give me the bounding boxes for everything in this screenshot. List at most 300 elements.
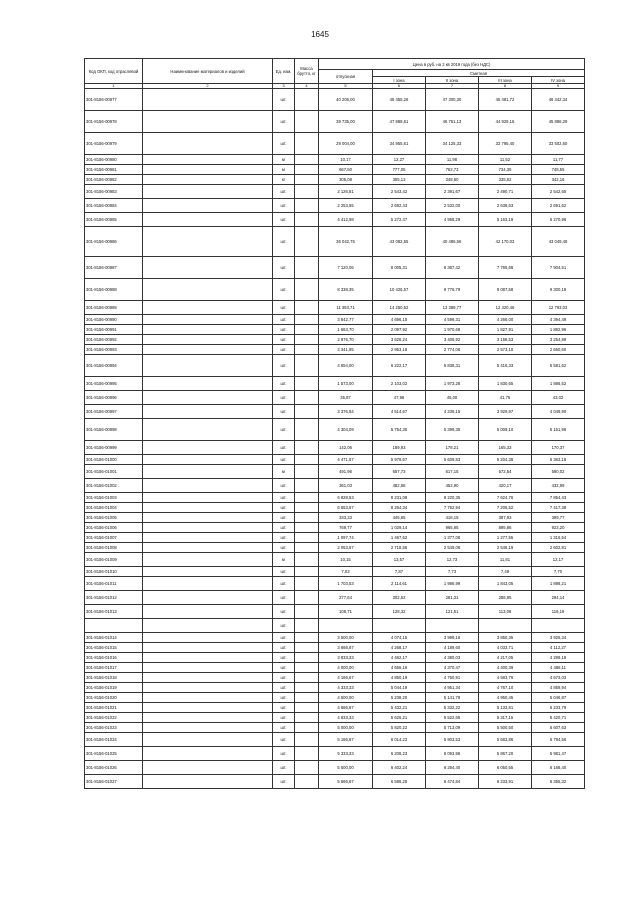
row-zone-1-price: 6 208,23 <box>373 747 426 761</box>
row-release-price: 3 376,84 <box>319 405 373 419</box>
row-gross-mass <box>295 227 319 257</box>
row-zone-2-price: 8 220,35 <box>426 493 479 503</box>
row-zone-1-price: 8 264,34 <box>373 503 426 513</box>
row-gross-mass <box>295 257 319 279</box>
row-name <box>143 633 273 643</box>
row-zone-2-price: 4 760,91 <box>426 673 479 683</box>
row-zone-1-price: 47 888,61 <box>373 111 426 133</box>
row-gross-mass <box>295 479 319 493</box>
row-zone-3-price: 1 277,55 <box>479 533 532 543</box>
row-zone-1-price: 657,73 <box>373 465 426 479</box>
row-zone-4-price: 9 300,18 <box>532 279 585 301</box>
row-unit: шт. <box>273 441 295 455</box>
row-name <box>143 703 273 713</box>
row-code: 301-8156-00995 <box>85 377 143 391</box>
row-release-price: 7 120,06 <box>319 257 373 279</box>
row-zone-3-price: 4 767,10 <box>479 683 532 693</box>
row-unit: шт. <box>273 513 295 523</box>
row-unit: шт. <box>273 723 295 733</box>
row-release-price: 40 206,00 <box>319 89 373 111</box>
row-release-price: 4 166,67 <box>319 673 373 683</box>
row-zone-4-price: 5 046,87 <box>532 693 585 703</box>
row-unit: шт. <box>273 605 295 619</box>
table-row <box>85 605 585 619</box>
row-name <box>143 315 273 325</box>
table-row <box>85 643 585 653</box>
row-zone-2-price: 5 838,31 <box>426 355 479 377</box>
row-zone-1-price: 1 029,14 <box>373 523 426 533</box>
table-row <box>85 279 585 301</box>
row-zone-3-price: 165,33 <box>479 441 532 455</box>
row-zone-4-price: 4 049,90 <box>532 405 585 419</box>
row-unit: шт. <box>273 405 295 419</box>
table-row <box>85 335 585 345</box>
table-row <box>85 155 585 165</box>
row-zone-4-price: 4 859,94 <box>532 683 585 693</box>
row-zone-1-price: 3 626,24 <box>373 335 426 345</box>
row-release-price: 4 666,67 <box>319 703 373 713</box>
row-zone-4-price: 5 363,18 <box>532 455 585 465</box>
row-name <box>143 155 273 165</box>
row-code: 301-8156-00985 <box>85 213 143 227</box>
row-zone-2-price: 5 141,78 <box>426 693 479 703</box>
row-zone-3-price: 2 573,10 <box>479 345 532 355</box>
row-code: 301-8156-01007 <box>85 533 143 543</box>
table-row <box>85 577 585 591</box>
row-code: 301-8156-01001 <box>85 465 143 479</box>
row-release-price: 769,77 <box>319 523 373 533</box>
row-zone-3-price: 1 830,65 <box>479 377 532 391</box>
row-unit: шт. <box>273 335 295 345</box>
table-row <box>85 703 585 713</box>
row-gross-mass <box>295 465 319 479</box>
table-row <box>85 391 585 405</box>
row-zone-4-price: 6 355,32 <box>532 775 585 789</box>
row-zone-4-price: 2 650,60 <box>532 345 585 355</box>
row-zone-2-price: 34 125,33 <box>426 133 479 155</box>
table-row <box>85 503 585 513</box>
row-gross-mass <box>295 553 319 567</box>
row-gross-mass <box>295 633 319 643</box>
row-zone-2-price: 6 474,84 <box>426 775 479 789</box>
row-zone-3-price: 734,35 <box>479 165 532 175</box>
row-zone-3-price: 11,52 <box>479 155 532 165</box>
row-zone-1-price: 12,27 <box>373 155 426 165</box>
row-release-price: 7,03 <box>319 567 373 577</box>
row-zone-2-price: 452,90 <box>426 479 479 493</box>
row-code: 301-8156-00997 <box>85 405 143 419</box>
row-zone-1-price: 4 462,17 <box>373 653 426 663</box>
row-zone-1-price: 4 514,67 <box>373 405 426 419</box>
row-code: 301-8156-00978 <box>85 111 143 133</box>
row-release-price: 10,17 <box>319 155 373 165</box>
row-zone-2-price: 3 406,92 <box>426 335 479 345</box>
row-zone-4-price: 5 233,79 <box>532 703 585 713</box>
row-name <box>143 713 273 723</box>
table-row <box>85 653 585 663</box>
row-zone-2-price: 1 970,68 <box>426 325 479 335</box>
row-gross-mass <box>295 513 319 523</box>
row-name <box>143 503 273 513</box>
row-code: 301-8156-01000 <box>85 455 143 465</box>
header-estimate-price: Сметная <box>373 70 585 77</box>
row-unit: шт. <box>273 663 295 673</box>
row-zone-3-price: 572,54 <box>479 465 532 479</box>
row-zone-1-price: 1 467,62 <box>373 533 426 543</box>
row-zone-3-price: 7 624,76 <box>479 493 532 503</box>
row-release-price: 35,87 <box>319 391 373 405</box>
row-name <box>143 761 273 775</box>
row-name <box>143 653 273 663</box>
row-zone-2-price: 9 776,79 <box>426 279 479 301</box>
row-zone-1-price: 6 402,24 <box>373 761 426 775</box>
row-gross-mass <box>295 761 319 775</box>
row-zone-3-price: 335,62 <box>479 175 532 185</box>
row-zone-1-price: 8 005,31 <box>373 257 426 279</box>
row-zone-1-price: 2 543,42 <box>373 185 426 199</box>
row-gross-mass <box>295 391 319 405</box>
row-name <box>143 605 273 619</box>
row-unit: м <box>273 465 295 479</box>
row-release-price: 2 126,81 <box>319 185 373 199</box>
row-zone-4-price: 4 299,18 <box>532 653 585 663</box>
row-release-price: 142,06 <box>319 441 373 455</box>
row-zone-2-price: 6 284,40 <box>426 761 479 775</box>
row-gross-mass <box>295 325 319 335</box>
row-gross-mass <box>295 653 319 663</box>
row-zone-4-price: 399,77 <box>532 513 585 523</box>
row-code: 301-8156-00994 <box>85 355 143 377</box>
row-name <box>143 355 273 377</box>
price-table <box>84 58 585 789</box>
header-zone-2: II зона <box>426 77 479 84</box>
row-zone-2-price <box>426 619 479 633</box>
row-zone-3-price: 32 795,40 <box>479 133 532 155</box>
row-code: 301-8156-00986 <box>85 227 143 257</box>
table-row <box>85 227 585 257</box>
row-zone-1-price: 2 953,18 <box>373 345 426 355</box>
row-release-price: 5 333,33 <box>319 747 373 761</box>
row-zone-3-price: 288,95 <box>479 591 532 605</box>
table-row <box>85 199 585 213</box>
row-zone-4-price: 43 049,48 <box>532 227 585 257</box>
row-code: 301-8156-01025 <box>85 747 143 761</box>
row-zone-2-price: 4 380,03 <box>426 653 479 663</box>
row-code: 301-8156-00983 <box>85 185 143 199</box>
row-name <box>143 643 273 653</box>
row-code: 301-8156-00980 <box>85 155 143 165</box>
row-release-price: 6 653,67 <box>319 503 373 513</box>
row-name <box>143 523 273 533</box>
row-unit: шт. <box>273 577 295 591</box>
row-zone-3-price: 2 638,63 <box>479 199 532 213</box>
row-unit: шт. <box>273 543 295 553</box>
row-name <box>143 335 273 345</box>
row-zone-3-price: 2 546,19 <box>479 543 532 553</box>
row-unit: шт. <box>273 775 295 789</box>
row-zone-4-price: 5 270,96 <box>532 213 585 227</box>
row-zone-4-price: 6 168,40 <box>532 761 585 775</box>
row-unit: шт. <box>273 345 295 355</box>
row-code: 301-8156-00999 <box>85 441 143 455</box>
row-zone-2-price: 46 751,13 <box>426 111 479 133</box>
row-zone-3-price: 387,93 <box>479 513 532 523</box>
row-release-price: 108,71 <box>319 605 373 619</box>
row-zone-2-price: 762,73 <box>426 165 479 175</box>
row-release-price: 6 828,53 <box>319 493 373 503</box>
col-number: 7 <box>426 84 479 89</box>
row-release-price: 2 876,70 <box>319 335 373 345</box>
row-zone-1-price: 4 696,15 <box>373 315 426 325</box>
row-name <box>143 279 273 301</box>
row-release-price: 1 097,74 <box>319 533 373 543</box>
table-row <box>85 713 585 723</box>
row-name <box>143 591 273 605</box>
row-gross-mass <box>295 213 319 227</box>
row-gross-mass <box>295 493 319 503</box>
row-code: 301-8156-00989 <box>85 301 143 315</box>
row-zone-2-price: 2 391,67 <box>426 185 479 199</box>
table-row <box>85 733 585 747</box>
table-row <box>85 533 585 543</box>
row-gross-mass <box>295 345 319 355</box>
row-zone-3-price: 4 033,71 <box>479 643 532 653</box>
row-zone-2-price: 4 189,60 <box>426 643 479 653</box>
row-zone-2-price: 1 377,08 <box>426 533 479 543</box>
row-unit: шт. <box>273 761 295 775</box>
row-zone-1-price: 5 238,20 <box>373 693 426 703</box>
row-unit: шт. <box>273 89 295 111</box>
row-release-price: 39 735,00 <box>319 111 373 133</box>
row-zone-4-price: 5 161,96 <box>532 419 585 441</box>
row-unit: шт. <box>273 653 295 663</box>
row-unit: м <box>273 553 295 567</box>
table-header <box>85 59 585 89</box>
row-zone-4-price: 5 607,63 <box>532 723 585 733</box>
row-zone-1-price: 13,57 <box>373 553 426 567</box>
table-row <box>85 619 585 633</box>
row-zone-1-price: 2 103,02 <box>373 377 426 391</box>
row-zone-4-price: 2 602,81 <box>532 543 585 553</box>
row-gross-mass <box>295 713 319 723</box>
row-zone-4-price: 590,02 <box>532 465 585 479</box>
row-zone-3-price: 3 158,53 <box>479 335 532 345</box>
row-zone-1-price <box>373 619 426 633</box>
row-zone-3-price: 11,81 <box>479 553 532 567</box>
row-code: 301-8156-01019 <box>85 683 143 693</box>
row-name <box>143 89 273 111</box>
row-zone-3-price: 5 416,33 <box>479 355 532 377</box>
row-unit: шт. <box>273 391 295 405</box>
row-zone-2-price: 5 903,53 <box>426 733 479 747</box>
row-zone-3-price: 420,17 <box>479 479 532 493</box>
row-zone-1-price: 4 656,16 <box>373 663 426 673</box>
row-release-price: 667,50 <box>319 165 373 175</box>
row-zone-2-price: 1 986,99 <box>426 577 479 591</box>
row-zone-2-price: 4 370,47 <box>426 663 479 673</box>
row-zone-1-price: 5 272,47 <box>373 213 426 227</box>
row-code: 301-8156-01027 <box>85 775 143 789</box>
row-zone-3-price: 5 317,15 <box>479 713 532 723</box>
row-unit: шт. <box>273 111 295 133</box>
row-gross-mass <box>295 577 319 591</box>
row-gross-mass <box>295 619 319 633</box>
row-unit: шт. <box>273 493 295 503</box>
row-release-price: 3 842,77 <box>319 315 373 325</box>
row-code: 301-8156-01023 <box>85 723 143 733</box>
table-row <box>85 405 585 419</box>
row-code: 301-8156-00993 <box>85 345 143 355</box>
row-release-price: 5 166,67 <box>319 733 373 747</box>
table-row <box>85 111 585 133</box>
row-gross-mass <box>295 775 319 789</box>
row-release-price: 10,15 <box>319 553 373 567</box>
row-zone-4-price: 170,37 <box>532 441 585 455</box>
row-zone-4-price: 3 925,34 <box>532 633 585 643</box>
row-zone-2-price: 8 367,42 <box>426 257 479 279</box>
row-code: 301-8156-00996 <box>85 391 143 405</box>
row-gross-mass <box>295 605 319 619</box>
row-unit: шт. <box>273 643 295 653</box>
row-zone-4-price: 2 691,62 <box>532 199 585 213</box>
row-zone-3-price: 12 420,46 <box>479 301 532 315</box>
row-name <box>143 405 273 419</box>
row-release-price: 4 654,00 <box>319 355 373 377</box>
row-name <box>143 619 273 633</box>
row-zone-2-price: 2 532,00 <box>426 199 479 213</box>
table-row <box>85 185 585 199</box>
row-zone-1-price: 4 850,19 <box>373 673 426 683</box>
row-unit: шт. <box>273 185 295 199</box>
row-release-price: 36 042,75 <box>319 227 373 257</box>
row-name <box>143 493 273 503</box>
row-release-price: 4 471,67 <box>319 455 373 465</box>
row-gross-mass <box>295 693 319 703</box>
row-zone-2-price: 5 522,65 <box>426 713 479 723</box>
table-row <box>85 673 585 683</box>
row-zone-1-price: 47,96 <box>373 391 426 405</box>
row-gross-mass <box>295 165 319 175</box>
row-zone-1-price: 2 097,92 <box>373 325 426 335</box>
row-zone-2-price: 3 999,16 <box>426 633 479 643</box>
row-name <box>143 325 273 335</box>
row-name <box>143 683 273 693</box>
row-zone-3-price: 1 843,05 <box>479 577 532 591</box>
row-zone-4-price: 45 886,29 <box>532 111 585 133</box>
row-unit: шт. <box>273 673 295 683</box>
row-zone-2-price: 40 486,56 <box>426 227 479 257</box>
row-zone-4-price: 12,17 <box>532 553 585 567</box>
row-zone-1-price: 5 820,22 <box>373 723 426 733</box>
row-zone-2-price: 12,73 <box>426 553 479 567</box>
header-gross-mass: Масса брутто, кг <box>295 59 319 84</box>
table-row <box>85 213 585 227</box>
table-row <box>85 325 585 335</box>
table-row <box>85 165 585 175</box>
row-zone-1-price: 10 426,57 <box>373 279 426 301</box>
row-zone-4-price: 11,77 <box>532 155 585 165</box>
row-gross-mass <box>295 747 319 761</box>
row-gross-mass <box>295 533 319 543</box>
row-unit: шт. <box>273 377 295 391</box>
row-zone-3-price: 42 170,03 <box>479 227 532 257</box>
row-name <box>143 345 273 355</box>
row-zone-4-price: 748,55 <box>532 165 585 175</box>
row-code: 301-8156-00991 <box>85 325 143 335</box>
row-zone-1-price: 5 754,35 <box>373 419 426 441</box>
row-zone-1-price: 5 626,21 <box>373 713 426 723</box>
row-gross-mass <box>295 133 319 155</box>
row-name <box>143 723 273 733</box>
row-unit: шт. <box>273 257 295 279</box>
row-zone-1-price: 2 692,43 <box>373 199 426 213</box>
table-row <box>85 315 585 325</box>
row-release-price: 5 666,67 <box>319 775 373 789</box>
row-zone-2-price: 5 609,83 <box>426 455 479 465</box>
row-code: 301-8156-00992 <box>85 335 143 345</box>
row-unit: м <box>273 155 295 165</box>
row-release-price: 1 663,70 <box>319 325 373 335</box>
row-zone-3-price: 4 266,00 <box>479 315 532 325</box>
row-code: 301-8156-01004 <box>85 503 143 513</box>
row-gross-mass <box>295 175 319 185</box>
row-zone-1-price: 6 014,23 <box>373 733 426 747</box>
row-name <box>143 199 273 213</box>
row-unit: шт. <box>273 693 295 703</box>
row-code: 301-8156-00982 <box>85 175 143 185</box>
row-name <box>143 479 273 493</box>
row-name <box>143 733 273 747</box>
row-name <box>143 673 273 683</box>
row-gross-mass <box>295 683 319 693</box>
row-unit: шт. <box>273 315 295 325</box>
row-unit: шт. <box>273 591 295 605</box>
table-row <box>85 493 585 503</box>
table-row <box>85 553 585 567</box>
row-unit: шт. <box>273 733 295 747</box>
row-code: 301-8156-01003 <box>85 493 143 503</box>
row-code: 301-8156-01026 <box>85 761 143 775</box>
row-code: 301-8156-01009 <box>85 553 143 567</box>
header-name: Наименование материалов и изделий <box>143 59 273 84</box>
row-unit: шт. <box>273 703 295 713</box>
row-release-price: 361,03 <box>319 479 373 493</box>
row-zone-2-price: 4 958,29 <box>426 213 479 227</box>
table-row <box>85 345 585 355</box>
row-zone-2-price: 6 093,96 <box>426 747 479 761</box>
row-release-price: 5 500,00 <box>319 761 373 775</box>
row-unit: шт. <box>273 455 295 465</box>
table-row <box>85 693 585 703</box>
row-code: 301-8156-01010 <box>85 567 143 577</box>
row-zone-2-price: 121,51 <box>426 605 479 619</box>
header-zone-4: IV зона <box>532 77 585 84</box>
row-gross-mass <box>295 663 319 673</box>
row-zone-3-price: 5 133,81 <box>479 703 532 713</box>
row-gross-mass <box>295 405 319 419</box>
row-zone-2-price: 4 599,31 <box>426 315 479 325</box>
row-zone-3-price: 7 765,68 <box>479 257 532 279</box>
row-gross-mass <box>295 335 319 345</box>
row-code: 301-8156-01022 <box>85 713 143 723</box>
row-name <box>143 747 273 761</box>
row-name <box>143 567 273 577</box>
row-gross-mass <box>295 673 319 683</box>
row-zone-1-price: 8 231,08 <box>373 493 426 503</box>
row-zone-2-price: 13 389,77 <box>426 301 479 315</box>
table-row <box>85 377 585 391</box>
row-zone-2-price: 2 549,06 <box>426 543 479 553</box>
